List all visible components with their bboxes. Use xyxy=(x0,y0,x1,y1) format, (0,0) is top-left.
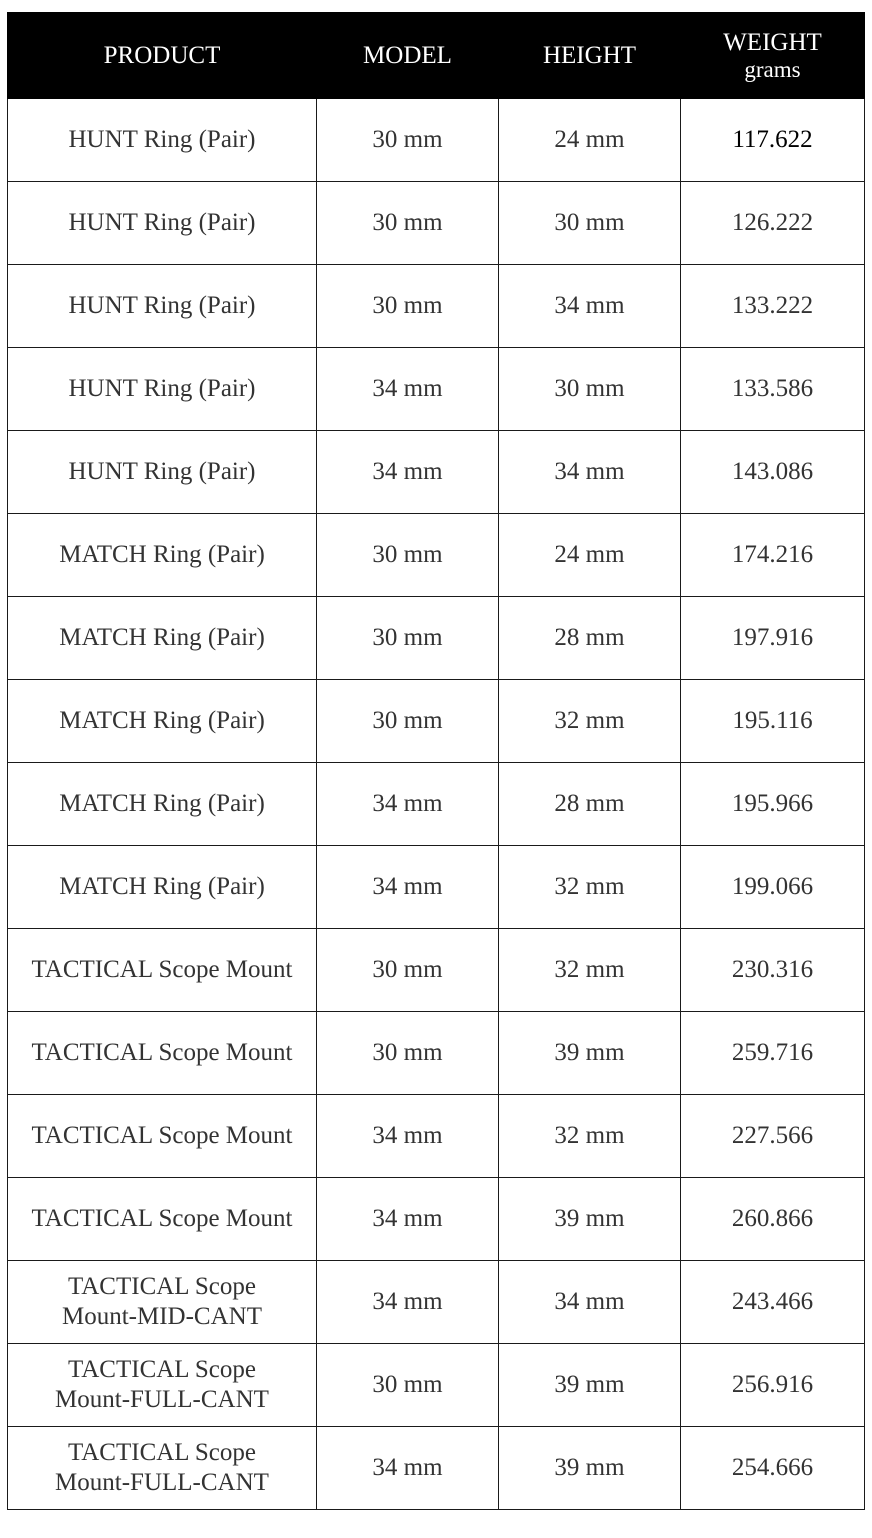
cell-height: 39 mm xyxy=(499,1344,681,1427)
cell-model: 34 mm xyxy=(317,846,499,929)
table-row xyxy=(8,431,865,514)
cell-weight: 126.222 xyxy=(681,182,865,265)
cell-product: TACTICAL Scope Mount xyxy=(8,1095,317,1178)
cell-model: 30 mm xyxy=(317,265,499,348)
cell-model: 30 mm xyxy=(317,929,499,1012)
cell-weight: 243.466 xyxy=(681,1261,865,1344)
cell-model: 30 mm xyxy=(317,99,499,182)
table-row xyxy=(8,265,865,348)
table-row xyxy=(8,1344,865,1427)
cell-model: 34 mm xyxy=(317,348,499,431)
cell-model: 34 mm xyxy=(317,763,499,846)
cell-weight: 254.666 xyxy=(681,1427,865,1510)
cell-product: TACTICAL Scope Mount-FULL-CANT xyxy=(8,1344,317,1427)
cell-weight: 143.086 xyxy=(681,431,865,514)
header-product: PRODUCT xyxy=(8,13,317,99)
cell-weight: 195.116 xyxy=(681,680,865,763)
cell-height: 32 mm xyxy=(499,929,681,1012)
cell-weight: 174.216 xyxy=(681,514,865,597)
cell-model: 30 mm xyxy=(317,1012,499,1095)
cell-height: 34 mm xyxy=(499,265,681,348)
header-height: HEIGHT xyxy=(499,13,681,99)
cell-model: 34 mm xyxy=(317,1178,499,1261)
cell-product: TACTICAL Scope Mount xyxy=(8,1012,317,1095)
cell-product: MATCH Ring (Pair) xyxy=(8,597,317,680)
cell-product: HUNT Ring (Pair) xyxy=(8,431,317,514)
cell-product: MATCH Ring (Pair) xyxy=(8,680,317,763)
cell-weight: 133.586 xyxy=(681,348,865,431)
table-row xyxy=(8,763,865,846)
cell-height: 30 mm xyxy=(499,182,681,265)
table-row xyxy=(8,348,865,431)
cell-weight: 259.716 xyxy=(681,1012,865,1095)
cell-weight: 133.222 xyxy=(681,265,865,348)
cell-product: HUNT Ring (Pair) xyxy=(8,265,317,348)
cell-height: 39 mm xyxy=(499,1178,681,1261)
cell-height: 28 mm xyxy=(499,597,681,680)
cell-product: MATCH Ring (Pair) xyxy=(8,514,317,597)
cell-weight: 197.916 xyxy=(681,597,865,680)
table-row xyxy=(8,929,865,1012)
cell-height: 34 mm xyxy=(499,1261,681,1344)
table-row xyxy=(8,514,865,597)
cell-height: 34 mm xyxy=(499,431,681,514)
table-row xyxy=(8,182,865,265)
cell-model: 34 mm xyxy=(317,1261,499,1344)
header-weight xyxy=(681,13,865,99)
header-weight-label: WEIGHT xyxy=(723,28,822,56)
cell-height: 39 mm xyxy=(499,1427,681,1510)
table-row xyxy=(8,1427,865,1510)
table-row xyxy=(8,597,865,680)
table-row xyxy=(8,1261,865,1344)
table-row xyxy=(8,1012,865,1095)
cell-weight: 256.916 xyxy=(681,1344,865,1427)
cell-weight: 230.316 xyxy=(681,929,865,1012)
header-weight-unit: grams xyxy=(744,56,801,82)
cell-product: HUNT Ring (Pair) xyxy=(8,182,317,265)
cell-weight: 199.066 xyxy=(681,846,865,929)
cell-model: 30 mm xyxy=(317,1344,499,1427)
cell-weight: 195.966 xyxy=(681,763,865,846)
table-row xyxy=(8,846,865,929)
cell-height: 24 mm xyxy=(499,99,681,182)
cell-model: 34 mm xyxy=(317,431,499,514)
cell-model: 30 mm xyxy=(317,514,499,597)
cell-product: HUNT Ring (Pair) xyxy=(8,99,317,182)
table-row xyxy=(8,1178,865,1261)
cell-model: 30 mm xyxy=(317,680,499,763)
product-weights-table xyxy=(7,12,865,1510)
cell-product: TACTICAL Scope Mount-MID-CANT xyxy=(8,1261,317,1344)
cell-model: 30 mm xyxy=(317,182,499,265)
cell-height: 32 mm xyxy=(499,1095,681,1178)
table-row xyxy=(8,680,865,763)
cell-height: 39 mm xyxy=(499,1012,681,1095)
cell-product: TACTICAL Scope Mount xyxy=(8,1178,317,1261)
cell-product: MATCH Ring (Pair) xyxy=(8,763,317,846)
table-row xyxy=(8,99,865,182)
cell-product: TACTICAL Scope Mount xyxy=(8,929,317,1012)
cell-height: 28 mm xyxy=(499,763,681,846)
cell-model: 34 mm xyxy=(317,1095,499,1178)
cell-weight: 260.866 xyxy=(681,1178,865,1261)
header-model: MODEL xyxy=(317,13,499,99)
cell-model: 30 mm xyxy=(317,597,499,680)
cell-product: HUNT Ring (Pair) xyxy=(8,348,317,431)
cell-model: 34 mm xyxy=(317,1427,499,1510)
cell-height: 32 mm xyxy=(499,680,681,763)
weights-table-container xyxy=(7,12,864,1510)
table-body xyxy=(8,99,865,1510)
cell-weight: 227.566 xyxy=(681,1095,865,1178)
cell-height: 24 mm xyxy=(499,514,681,597)
cell-height: 32 mm xyxy=(499,846,681,929)
cell-product: MATCH Ring (Pair) xyxy=(8,846,317,929)
cell-weight: 117.622 xyxy=(681,99,865,182)
table-header xyxy=(8,13,865,99)
cell-product: TACTICAL Scope Mount-FULL-CANT xyxy=(8,1427,317,1510)
header-row xyxy=(8,13,865,99)
cell-height: 30 mm xyxy=(499,348,681,431)
table-row xyxy=(8,1095,865,1178)
